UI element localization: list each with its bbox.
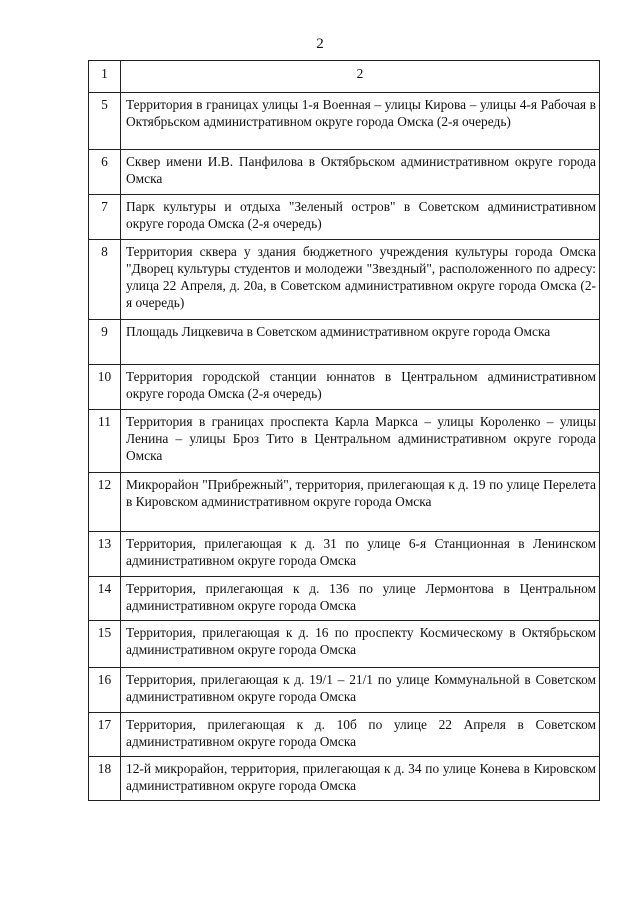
row-number: 10 [89, 365, 121, 410]
row-description: Территория, прилегающая к д. 31 по улице 6-я Станционная в Ленинском административном округе города Омска [121, 532, 600, 577]
header-col-description: 2 [121, 61, 600, 93]
row-description: Территория, прилегающая к д. 136 по улице Лермонтова в Центральном административном округе города Омска [121, 577, 600, 621]
row-number: 15 [89, 621, 121, 668]
territory-table [88, 60, 600, 801]
row-description: Территория в границах проспекта Карла Маркса – улицы Короленко – улицы Ленина – улицы Броз Тито в Центральном административном округе города Омска [121, 410, 600, 473]
table-row [89, 473, 600, 532]
row-number: 14 [89, 577, 121, 621]
row-number: 13 [89, 532, 121, 577]
table-row [89, 93, 600, 150]
row-number: 9 [89, 320, 121, 365]
row-number: 12 [89, 473, 121, 532]
page-number: 2 [316, 36, 324, 52]
row-description: Территория в границах улицы 1-я Военная – улицы Кирова – улицы 4-я Рабочая в Октябрьском административном округе города Омска (2-я очередь) [121, 93, 600, 150]
row-number: 7 [89, 195, 121, 240]
row-description: Микрорайон "Прибрежный", территория, прилегающая к д. 19 по улице Перелета в Кировском административном округе города Омска [121, 473, 600, 532]
row-number: 8 [89, 240, 121, 320]
table-row [89, 365, 600, 410]
table-row [89, 713, 600, 757]
table-row [89, 577, 600, 621]
table-row [89, 150, 600, 195]
table-row [89, 410, 600, 473]
row-number: 5 [89, 93, 121, 150]
row-description: Территория, прилегающая к д. 19/1 – 21/1 по улице Коммунальной в Советском административном округе города Омска [121, 668, 600, 713]
table-row [89, 532, 600, 577]
row-description: Площадь Лицкевича в Советском административном округе города Омска [121, 320, 600, 365]
row-number: 18 [89, 757, 121, 801]
table-row [89, 621, 600, 668]
table-row [89, 320, 600, 365]
row-description: Территория, прилегающая к д. 16 по проспекту Космическому в Октябрьском административном округе города Омска [121, 621, 600, 668]
table-row [89, 195, 600, 240]
table-row [89, 757, 600, 801]
row-number: 17 [89, 713, 121, 757]
row-number: 11 [89, 410, 121, 473]
row-description: Сквер имени И.В. Панфилова в Октябрьском административном округе города Омска [121, 150, 600, 195]
row-number: 6 [89, 150, 121, 195]
row-description: Территория, прилегающая к д. 10б по улице 22 Апреля в Советском административном округе города Омска [121, 713, 600, 757]
header-col-number: 1 [89, 61, 121, 93]
row-number: 16 [89, 668, 121, 713]
table-header-row [89, 61, 600, 93]
table-row [89, 668, 600, 713]
row-description: Парк культуры и отдыха "Зеленый остров" в Советском административном округе города Омска (2-я очередь) [121, 195, 600, 240]
row-description: 12-й микрорайон, территория, прилегающая к д. 34 по улице Конева в Кировском административном округе города Омска [121, 757, 600, 801]
table-row [89, 240, 600, 320]
row-description: Территория городской станции юннатов в Центральном административном округе города Омска (2-я очередь) [121, 365, 600, 410]
row-description: Территория сквера у здания бюджетного учреждения культуры города Омска "Дворец культуры студентов и молодежи "Звездный", расположенного по адресу: улица 22 Апреля, д. 20а, в Советском административном округе города Омска (2-я очередь) [121, 240, 600, 320]
